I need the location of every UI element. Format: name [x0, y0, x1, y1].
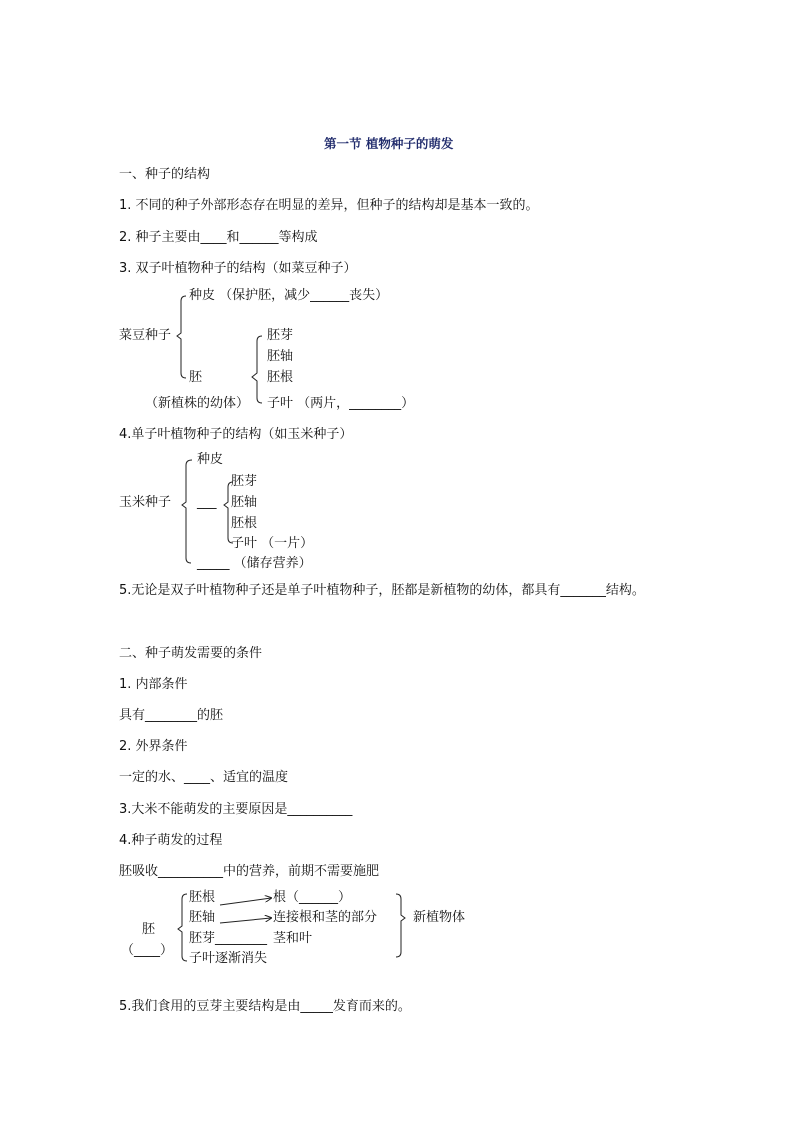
question-5: 5.无论是双子叶植物种子还是单子叶植物种子，胚都是新植物的幼体，都具有_______结构。 — [119, 583, 645, 598]
bean-outer-brace — [177, 296, 186, 378]
arrow-radicle — [220, 898, 271, 905]
corn-part-radicle: 胚根 — [231, 516, 258, 531]
flow-cotyledon-fade: 子叶逐渐消失 — [189, 951, 268, 966]
bean-part-cotyledon: 子叶 （两片，________） — [267, 396, 415, 411]
bean-seed-coat: 种皮 （保护胚，减少______丧失） — [189, 288, 389, 303]
bean-part-hypocotyl: 胚轴 — [267, 349, 294, 364]
question-4: 4.单子叶植物种子的结构（如玉米种子） — [119, 427, 353, 442]
corn-part-hypocotyl: 胚轴 — [231, 495, 258, 510]
bean-root-label: 菜豆种子 — [119, 328, 172, 343]
flow-from-hypocotyl: 胚轴 — [189, 910, 216, 925]
bean-part-plumule: 胚芽 — [267, 328, 294, 343]
flow-result: 新植物体 — [413, 910, 466, 925]
question-bean-sprout: 5.我们食用的豆芽主要结构是由_____发育而来的。 — [119, 999, 411, 1014]
question-rice: 3.大米不能萌发的主要原因是__________ — [119, 802, 353, 817]
section-heading-structure: 一、种子的结构 — [119, 167, 211, 182]
question-1: 1. 不同的种子外部形态存在明显的差异，但种子的结构却是基本一致的。 — [119, 198, 539, 213]
condition-internal-answer: 具有________的胚 — [119, 708, 224, 723]
condition-external-answer: 一定的水、____、适宜的温度 — [119, 770, 289, 785]
corn-inner-brace — [224, 482, 233, 543]
arrow-hypocotyl — [220, 918, 271, 923]
flow-right-brace — [396, 894, 405, 957]
question-2: 2. 种子主要由____和______等构成 — [119, 230, 318, 245]
corn-embryo-blank: ___ — [197, 495, 217, 510]
bean-part-radicle: 胚根 — [267, 370, 294, 385]
bean-embryo-note: （新植株的幼体） — [145, 396, 250, 411]
question-3: 3. 双子叶植物种子的结构（如菜豆种子） — [119, 261, 357, 276]
flow-to-connector: 连接根和茎的部分 — [273, 910, 378, 925]
question-process: 4.种子萌发的过程 — [119, 833, 223, 848]
flow-embryo: 胚 — [142, 922, 156, 937]
corn-part-cotyledon: 子叶 （一片） — [231, 536, 314, 551]
condition-external: 2. 外界条件 — [119, 739, 188, 754]
process-nutrition-line: 胚吸收__________中的营养，前期不需要施肥 — [119, 864, 380, 879]
page-title: 第一节 植物种子的萌发 — [324, 136, 454, 151]
flow-to-stem-leaf: 茎和叶 — [273, 931, 313, 946]
flow-from-radicle: 胚根 — [189, 890, 216, 905]
corn-root-label: 玉米种子 — [119, 495, 172, 510]
flow-from-plumule: 胚芽________ — [189, 931, 268, 946]
bean-inner-brace — [252, 336, 262, 403]
section-heading-conditions: 二、种子萌发需要的条件 — [119, 646, 263, 661]
flow-to-root: 根（______） — [273, 890, 352, 905]
condition-internal: 1. 内部条件 — [119, 677, 188, 692]
flow-left-brace — [178, 894, 187, 961]
corn-outer-brace — [182, 460, 192, 563]
corn-seed-coat: 种皮 — [197, 452, 224, 467]
flow-embryo-blank: （____） — [121, 943, 174, 958]
corn-storage: _____ （储存营养） — [197, 556, 312, 571]
bean-embryo: 胚 — [189, 370, 203, 385]
corn-part-plumule: 胚芽 — [231, 474, 258, 489]
